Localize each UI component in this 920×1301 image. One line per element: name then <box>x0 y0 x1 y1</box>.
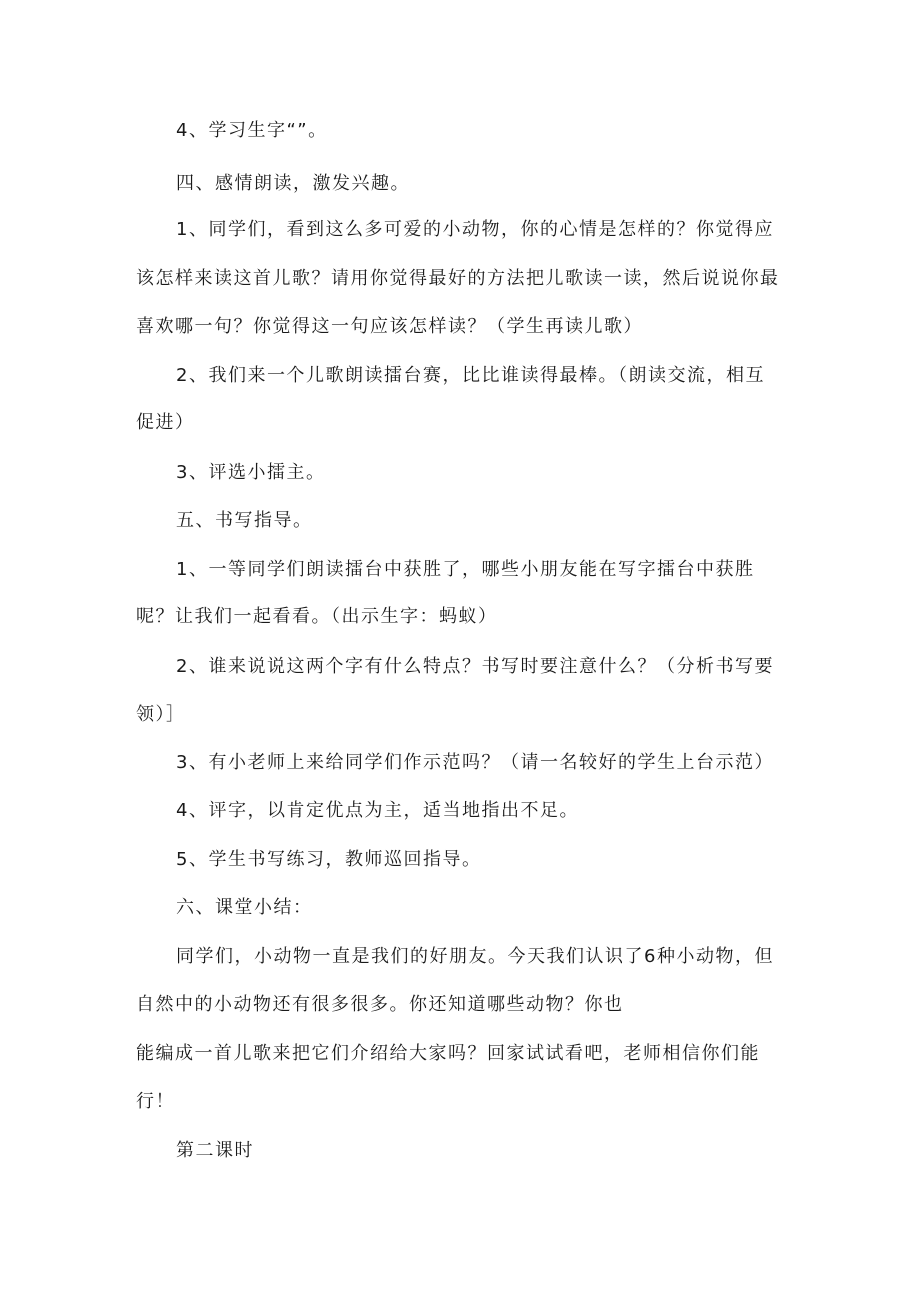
paragraph-line: 4、学习生字“”。 <box>176 120 328 141</box>
paragraph-line: 5、学生书写练习，教师巡回指导。 <box>176 849 482 870</box>
paragraph-line: 该怎样来读这首儿歌？请用你觉得最好的方法把儿歌读一读，然后说说你最 <box>136 268 780 289</box>
paragraph-line: 同学们，小动物一直是我们的好朋友。今天我们认识了6种小动物，但 <box>176 946 774 967</box>
paragraph-line: 4、评字，以肯定优点为主，适当地指出不足。 <box>176 800 579 821</box>
section-heading: 五、书写指导。 <box>176 510 313 531</box>
paragraph-line: 领）］ <box>136 704 186 725</box>
paragraph-line: 3、有小老师上来给同学们作示范吗？（请一名较好的学生上台示范） <box>176 752 774 773</box>
paragraph-line: 行！ <box>136 1091 175 1112</box>
paragraph-line: 促进） <box>136 412 195 433</box>
paragraph-line: 3、评选小擂主。 <box>176 462 326 483</box>
section-heading: 六、课堂小结： <box>176 897 313 918</box>
paragraph-line: 1、同学们，看到这么多可爱的小动物，你的心情是怎样的？你觉得应 <box>176 219 774 240</box>
paragraph-line: 2、我们来一个儿歌朗读擂台赛，比比谁读得最棒。（朗读交流，相互 <box>176 365 765 386</box>
paragraph-line: 呢？让我们一起看看。（出示生字：蚂蚁） <box>136 606 498 627</box>
section-heading: 第二课时 <box>176 1140 254 1161</box>
paragraph-line: 喜欢哪一句？你觉得这一句应该怎样读？（学生再读儿歌） <box>136 316 643 337</box>
paragraph-line: 2、谁来说说这两个字有什么特点？书写时要注意什么？（分析书写要 <box>176 656 774 677</box>
section-heading: 四、感情朗读，激发兴趣。 <box>176 173 410 194</box>
paragraph-line: 自然中的小动物还有很多很多。你还知道哪些动物？你也 <box>136 994 624 1015</box>
paragraph-line: 1、一等同学们朗读擂台中获胜了，哪些小朋友能在写字擂台中获胜 <box>176 559 755 580</box>
paragraph-line: 能编成一首儿歌来把它们介绍给大家吗？回家试试看吧，老师相信你们能 <box>136 1043 760 1064</box>
